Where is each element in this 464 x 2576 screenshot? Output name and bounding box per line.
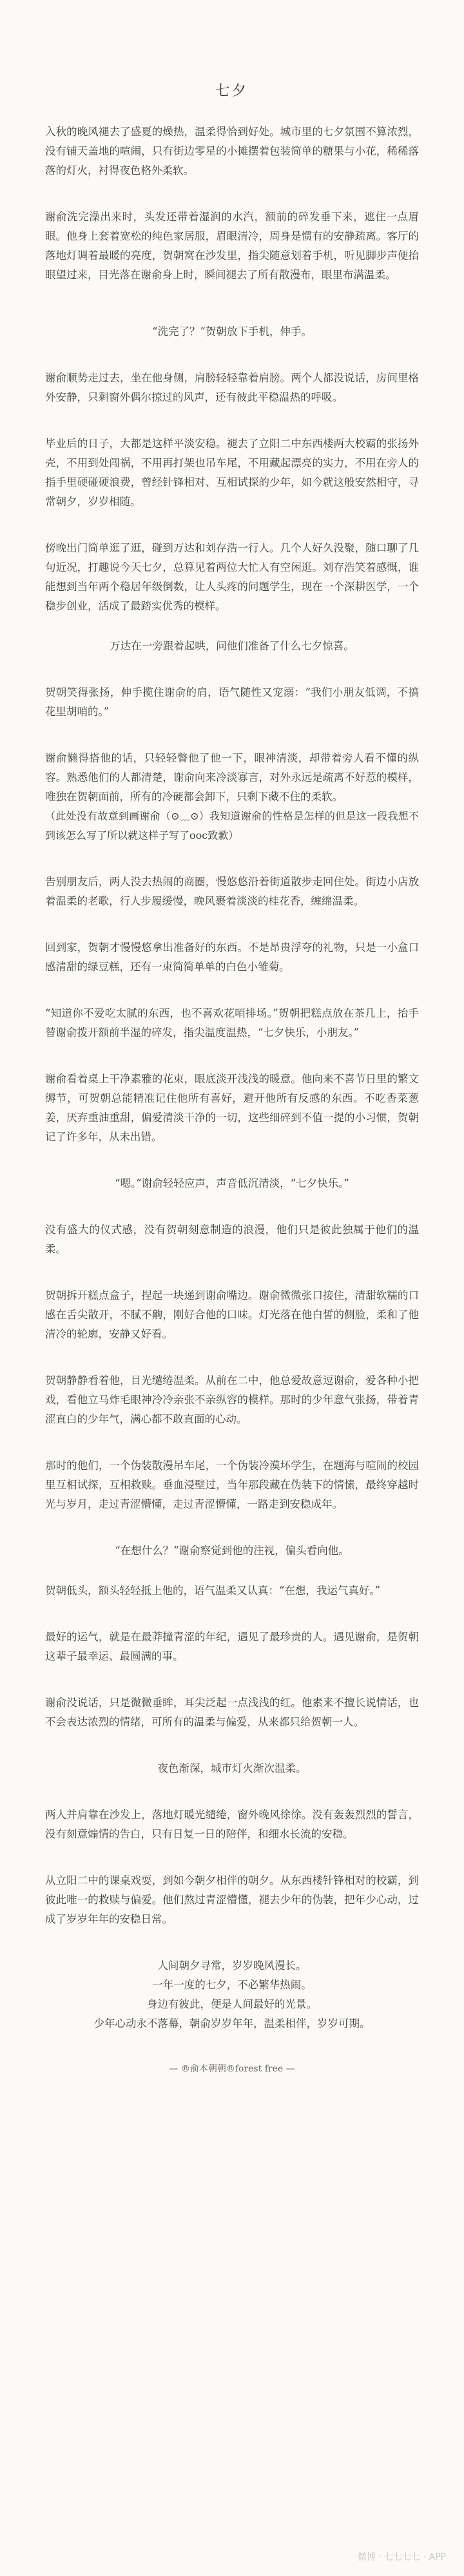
paragraph-12: “知道你不爱吃太腻的东西，也不喜欢花哨排场。”贺朝把糕点放在茶几上，抬手替谢俞拨开额前半湿的碎发，指尖温度温热，“七夕快乐，小朋友。” xyxy=(45,1007,419,1039)
paragraph-14: “嗯。”谢俞轻轻应声，声音低沉清淡，“七夕快乐。” xyxy=(115,1177,349,1189)
paragraph-15: 没有盛大的仪式感，没有贺朝刻意制造的浪漫，他们只是彼此独属于他们的温柔。 xyxy=(45,1224,419,1255)
paragraph-23: 夜色渐深，城市灯火渐次温柔。 xyxy=(157,1762,307,1774)
paragraph-5: 毕业后的日子，大都是这样平淡安稳。褪去了立阳二中东西楼两大校霸的张扬外壳，不用到处闯祸，不用再打架也吊车尾，不用藏起漂亮的实力，不用在旁人的指手里硬碰硬浪费，曾经针锋相对、互相试探的少年，如今就这般安然相守，寻常朝夕，岁岁相随。 xyxy=(45,437,419,508)
paragraph-1: 入秋的晚风褪去了盛夏的燥热，温柔得恰到好处。城市里的七夕氛围不算浓烈，没有铺天盖地的喧闹，只有街边零星的小摊摆着包装简单的糖果与小花，稀稀落落的灯火，衬得夜色格外柔软。 xyxy=(45,126,419,177)
paragraph-19: “在想什么？”谢俞察觉到他的注视，偏头看向他。 xyxy=(115,1544,349,1557)
watermark: 微博 · 七七七七 · APP xyxy=(357,2552,446,2562)
paragraph-2: 谢俞洗完澡出来时，头发还带着湿润的水汽，额前的碎发垂下来，遮住一点眉眼。他身上套着宽松的纯色家居服，眉眼清冷，周身是惯有的安静疏离。客厅的落地灯调着最暖的亮度，贺朝窝在沙发里，指尖随意划着手机，听见脚步声便抬眼望过来，目光落在谢俞身上时，瞬间褪去了所有散漫布，眼里布满温柔。 xyxy=(45,211,419,281)
paragraph-10: 告别朋友后，两人没去热闹的商圈，慢悠悠沿着街道散步走回住处。街边小店放着温柔的老歌，行人步履缓慢，晚风裹着淡淡的桂花香，缠绵温柔。 xyxy=(45,876,419,907)
paragraph-7: 万达在一旁跟着起哄，问他们准备了什么七夕惊喜。 xyxy=(110,640,354,652)
closing-verse: 人间朝夕寻常，岁岁晚风漫长。 一年一度的七夕，不必繁华热闹。 身边有彼此，便是人间最好的光景。 少年心动永不落幕，朝俞岁岁年年，温柔相伴，岁岁可期。 xyxy=(93,1959,371,2030)
paragraph-4: 谢俞顺势走过去，坐在他身侧，肩膀轻轻靠着肩膀。两个人都没说话，房间里格外安静，只剩窗外偶尔掠过的风声，还有彼此平稳温热的呼吸。 xyxy=(45,372,419,403)
paragraph-8: 贺朝笑得张扬，伸手揽住谢俞的肩，语气随性又宠溺：“我们小朋友低调，不搞花里胡哨的。” xyxy=(45,686,419,718)
paragraph-3: “洗完了？”贺朝放下手机，伸手。 xyxy=(152,325,312,338)
paragraph-9: 谢俞懒得搭他的话，只轻轻瞥他了他一下，眼神清淡，却带着旁人看不懂的纵容。熟悉他们的人都清楚，谢俞向来冷淡寡言，对外永远是疏离不好惹的模样，唯独在贺朝面前，所有的冷硬都会卸下，只剩下藏不住的柔软。 xyxy=(45,752,419,803)
paragraph-24: 两人并肩靠在沙发上，落地灯暖光缱绻，窗外晚风徐徐。没有轰轰烈烈的誓言，没有刻意煽情的告白，只有日复一日的陪伴，和细水长流的安稳。 xyxy=(45,1809,419,1840)
footer-signature: — ®俞本朝朝®forest free — xyxy=(169,2064,295,2074)
article-title: 七夕 xyxy=(215,83,249,99)
paragraph-25: 从立阳二中的课桌戏耍，到如今朝夕相伴的朝夕。从东西楼针锋相对的校霸，到彼此唯一的救赎与偏爱。他们熬过青涩懵懂，褪去少年的伪装，把年少心动，过成了岁岁年年的安稳日常。 xyxy=(45,1874,419,1925)
paragraph-17: 贺朝静静看着他，目光缱绻温柔。从前在二中，他总爱故意逗谢俞，爱各种小把戏，看他立马炸毛眼神冷冷亲张不亲纵容的模样。那时的少年意气张扬，带着青涩直白的少年气，满心都不敢直面的心动。 xyxy=(45,1374,419,1425)
article-body xyxy=(0,106,464,2075)
author-note: （此处没有故意到画谢俞（⊙﹏⊙）我知道谢俞的性格是怎样的但是这一段我想不到该怎么写了所以就这样子写了ooc致歉） xyxy=(45,810,419,841)
paragraph-11: 回到家，贺朝才慢慢悠拿出准备好的东西。不是昂贵浮夸的礼物，只是一小盒口感清甜的绿豆糕，还有一束简简单单的白色小雏菊。 xyxy=(45,941,419,973)
paragraph-13: 谢俞看着桌上干净素雅的花束，眼底淡开浅浅的暖意。他向来不喜节日里的繁文缛节，可贺朝总能精准记住他所有喜好，避开他所有反感的东西。不吃香菜葱姜，厌弃重油重甜，偏爱清淡干净的一切，这些细碎到不值一提的小习惯，贺朝记了许多年，从未出错。 xyxy=(45,1073,419,1143)
paragraph-21: 最好的运气，就是在最莽撞青涩的年纪，遇见了最珍贵的人。遇见谢俞，是贺朝这辈子最幸运、最圆满的事。 xyxy=(45,1631,419,1662)
paragraph-22: 谢俞没说话，只是微微垂眸，耳尖泛起一点浅浅的红。他素来不擅长说情话，也不会表达浓烈的情绪，可所有的温柔与偏爱，从来都只给贺朝一人。 xyxy=(45,1697,419,1728)
paragraph-16: 贺朝拆开糕点盒子，捏起一块递到谢俞嘴边。谢俞微微张口接住，清甜软糯的口感在舌尖散开，不腻不齁，刚好合他的口味。灯光落在他白皙的侧脸，柔和了他清冷的轮廓，安静又好看。 xyxy=(45,1289,419,1340)
paragraph-6: 傍晚出门简单逛了逛，碰到万达和刘存浩一行人。几个人好久没聚，随口聊了几句近况，打趣说今天七夕，总算见着两位大忙人有空闲逛。刘存浩笑着感慨，谁能想到当年两个稳居年级倒数，让人头疼的问题学生，现在一个深耕医学，一个稳步创业，活成了最踏实优秀的模样。 xyxy=(45,542,419,612)
paragraph-18: 那时的他们，一个伪装散漫吊车尾，一个伪装冷漠坏学生，在题海与喧闹的校园里互相试探，互相救赎。垂血浸壁过，当年那段藏在伪装下的情愫，最终穿越时光与岁月，走过青涩懵懂，走过青涩懵懂，一路走到安稳成年。 xyxy=(45,1459,419,1510)
paragraph-20: 贺朝低头，额头轻轻抵上他的，语气温柔又认真：“在想，我运气真好。” xyxy=(45,1584,381,1597)
